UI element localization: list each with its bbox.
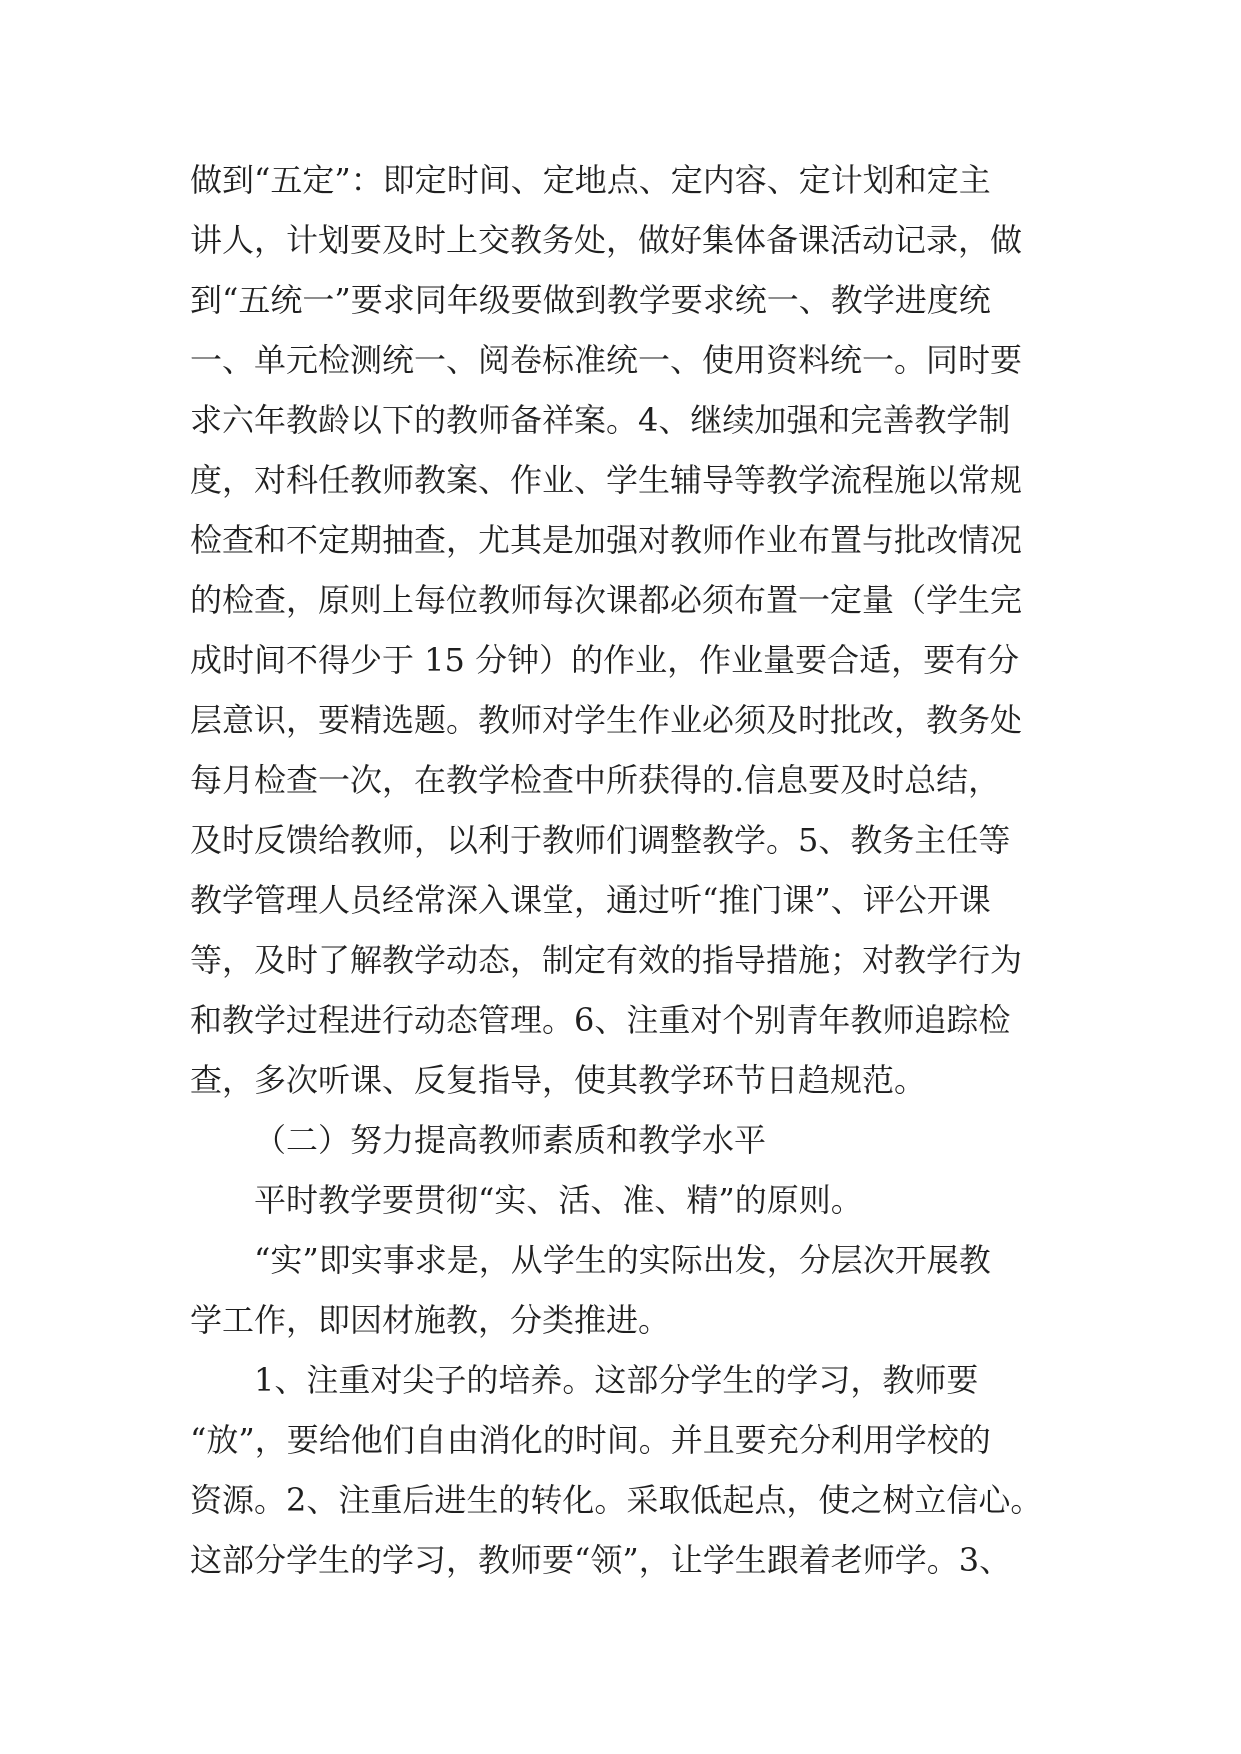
text-line: 教学管理人员经常深入课堂，通过听“推门课”、评公开课 bbox=[190, 881, 991, 919]
text-line: 查，多次听课、反复指导，使其教学环节日趋规范。 bbox=[190, 1061, 927, 1099]
text-line: 资源。2、注重后进生的转化。采取低起点，使之树立信心。 bbox=[190, 1481, 1043, 1519]
text-line: 层意识，要精选题。教师对学生作业必须及时批改，教务处 bbox=[190, 701, 1023, 739]
paragraph-first-line: 平时教学要贯彻“实、活、准、精”的原则。 bbox=[254, 1181, 863, 1219]
text-line: 度，对科任教师教案、作业、学生辅导等教学流程施以常规 bbox=[190, 461, 1023, 499]
text-line: 及时反馈给教师，以利于教师们调整教学。5、教务主任等 bbox=[190, 821, 1011, 859]
text-line: 等，及时了解教学动态，制定有效的指导措施；对教学行为 bbox=[190, 941, 1023, 979]
text-line: 到“五统一”要求同年级要做到教学要求统一、教学进度统 bbox=[190, 281, 991, 319]
text-line: 成时间不得少于 15 分钟）的作业，作业量要合适，要有分 bbox=[190, 641, 1020, 679]
text-line: 一、单元检测统一、阅卷标准统一、使用资料统一。同时要 bbox=[190, 341, 1023, 379]
text-line: 讲人，计划要及时上交教务处，做好集体备课活动记录，做 bbox=[190, 221, 1023, 259]
section-heading: （二）努力提高教师素质和教学水平 bbox=[254, 1121, 767, 1159]
paragraph-first-line: 1、注重对尖子的培养。这部分学生的学习，教师要 bbox=[254, 1361, 979, 1399]
paragraph-first-line: “实”即实事求是，从学生的实际出发，分层次开展教 bbox=[254, 1241, 991, 1279]
text-line: 学工作，即因材施教，分类推进。 bbox=[190, 1301, 671, 1339]
text-line: 检查和不定期抽查，尤其是加强对教师作业布置与批改情况 bbox=[190, 521, 1023, 559]
text-line: 的检查，原则上每位教师每次课都必须布置一定量（学生完 bbox=[190, 581, 1023, 619]
text-line: 这部分学生的学习，教师要“领”，让学生跟着老师学。3、 bbox=[190, 1541, 1012, 1579]
body-text bbox=[190, 150, 1070, 1590]
text-line: 和教学过程进行动态管理。6、注重对个别青年教师追踪检 bbox=[190, 1001, 1011, 1039]
text-line: 做到“五定”：即定时间、定地点、定内容、定计划和定主 bbox=[190, 161, 991, 199]
text-line: “放”，要给他们自由消化的时间。并且要充分利用学校的 bbox=[190, 1421, 991, 1459]
text-line: 求六年教龄以下的教师备祥案。4、继续加强和完善教学制 bbox=[190, 401, 1011, 439]
text-line: 每月检查一次，在教学检查中所获得的.信息要及时总结， bbox=[190, 761, 1001, 799]
